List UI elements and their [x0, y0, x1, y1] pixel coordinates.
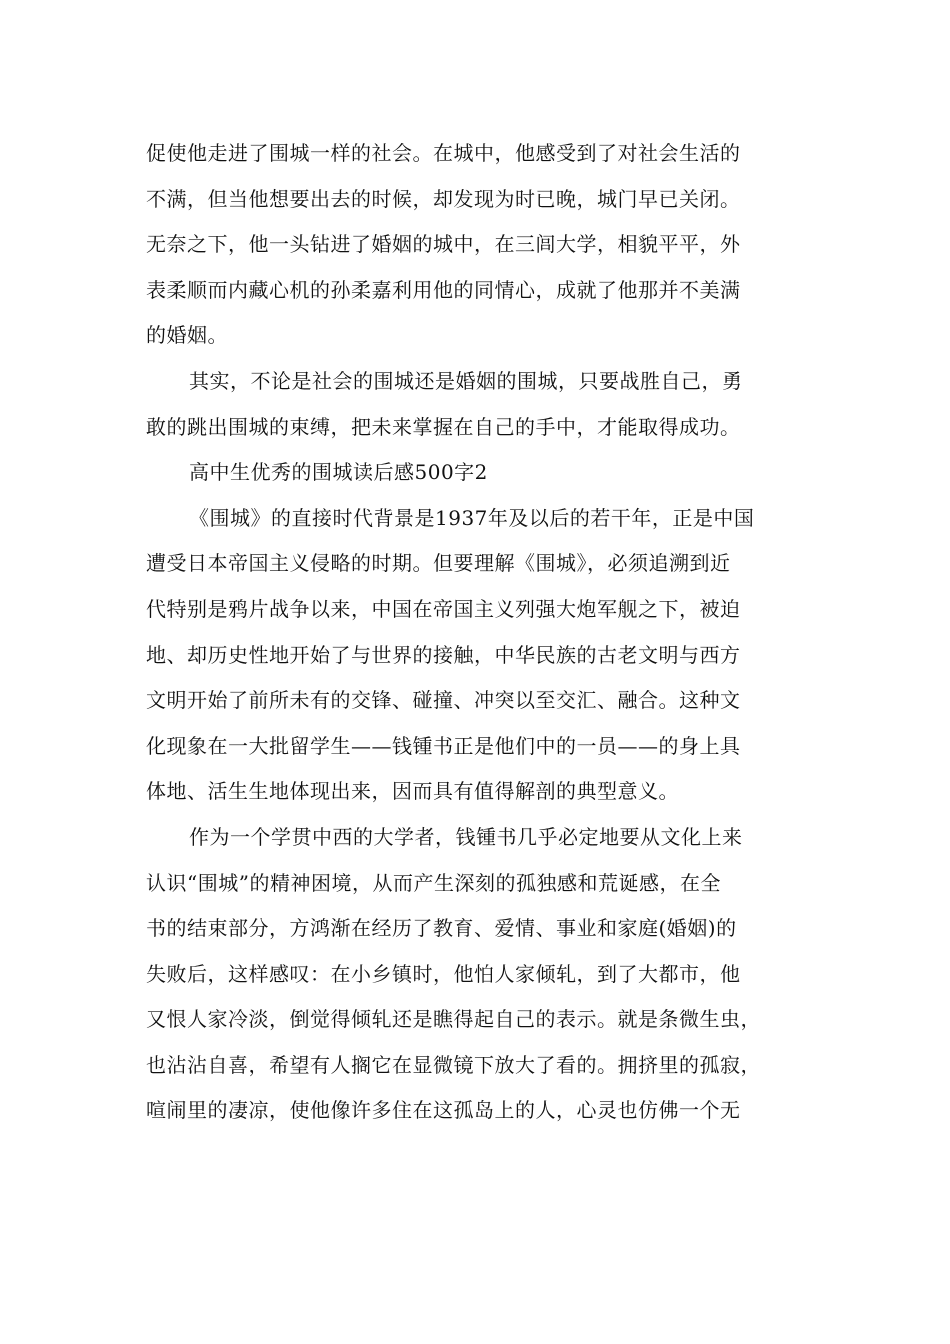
text-line: 作为一个学贯中西的大学者，钱锺书几乎必定地要从文化上来 [189, 824, 743, 849]
paragraph-4 [146, 815, 810, 1134]
heading-line: 高中生优秀的围城读后感500字2 [189, 460, 488, 485]
paragraph-3 [146, 496, 810, 815]
text-line: 的婚姻。 [146, 323, 228, 348]
text-line: 喧闹里的凄凉，使他像许多住在这孤岛上的人，心灵也仿佛一个无 [146, 1098, 741, 1123]
text-line: 书的结束部分，方鸿渐在经历了教育、爱情、事业和家庭(婚姻)的 [146, 916, 737, 941]
text-line: 又恨人家冷淡，倒觉得倾轧还是瞧得起自己的表示。就是条微生虫， [146, 1007, 761, 1032]
text-line: 失败后，这样感叹：在小乡镇时，他怕人家倾轧，到了大都市，他 [146, 961, 741, 986]
text-line: 遭受日本帝国主义侵略的时期。但要理解《围城》，必须追溯到近 [146, 551, 731, 576]
text-line: 化现象在一大批留学生——钱锺书正是他们中的一员——的身上具 [146, 733, 741, 758]
text-line: 也沾沾自喜，希望有人搁它在显微镜下放大了看的。拥挤里的孤寂， [146, 1052, 761, 1077]
text-line: 敢的跳出围城的束缚，把未来掌握在自己的手中，才能取得成功。 [146, 414, 741, 439]
text-line: 体地、活生生地体现出来，因而具有值得解剖的典型意义。 [146, 779, 679, 804]
paragraph-2 [146, 359, 810, 450]
text-line: 促使他走进了围城一样的社会。在城中，他感受到了对社会生活的 [146, 141, 741, 165]
text-line: 表柔顺而内藏心机的孙柔嘉利用他的同情心，成就了他那并不美满 [146, 277, 741, 302]
text-line: 不满，但当他想要出去的时候，却发现为时已晚，城门早已关闭。 [146, 186, 741, 211]
text-line: 《围城》的直接时代背景是1937年及以后的若干年，正是中国 [189, 505, 755, 530]
text-line: 其实，不论是社会的围城还是婚姻的围城，只要战胜自己，勇 [189, 368, 743, 393]
body-text [146, 131, 810, 1134]
text-line: 认识“围城”的精神困境，从而产生深刻的孤独感和荒诞感，在全 [146, 870, 721, 895]
section-heading [146, 450, 810, 496]
text-line: 文明开始了前所未有的交锋、碰撞、冲突以至交汇、融合。这种文 [146, 688, 741, 713]
text-line: 地、却历史性地开始了与世界的接触，中华民族的古老文明与西方 [146, 642, 741, 667]
text-line: 无奈之下，他一头钻进了婚姻的城中，在三闾大学，相貌平平，外 [146, 232, 741, 257]
paragraph-1 [146, 131, 810, 359]
text-line: 代特别是鸦片战争以来，中国在帝国主义列强大炮军舰之下，被迫 [146, 596, 741, 621]
